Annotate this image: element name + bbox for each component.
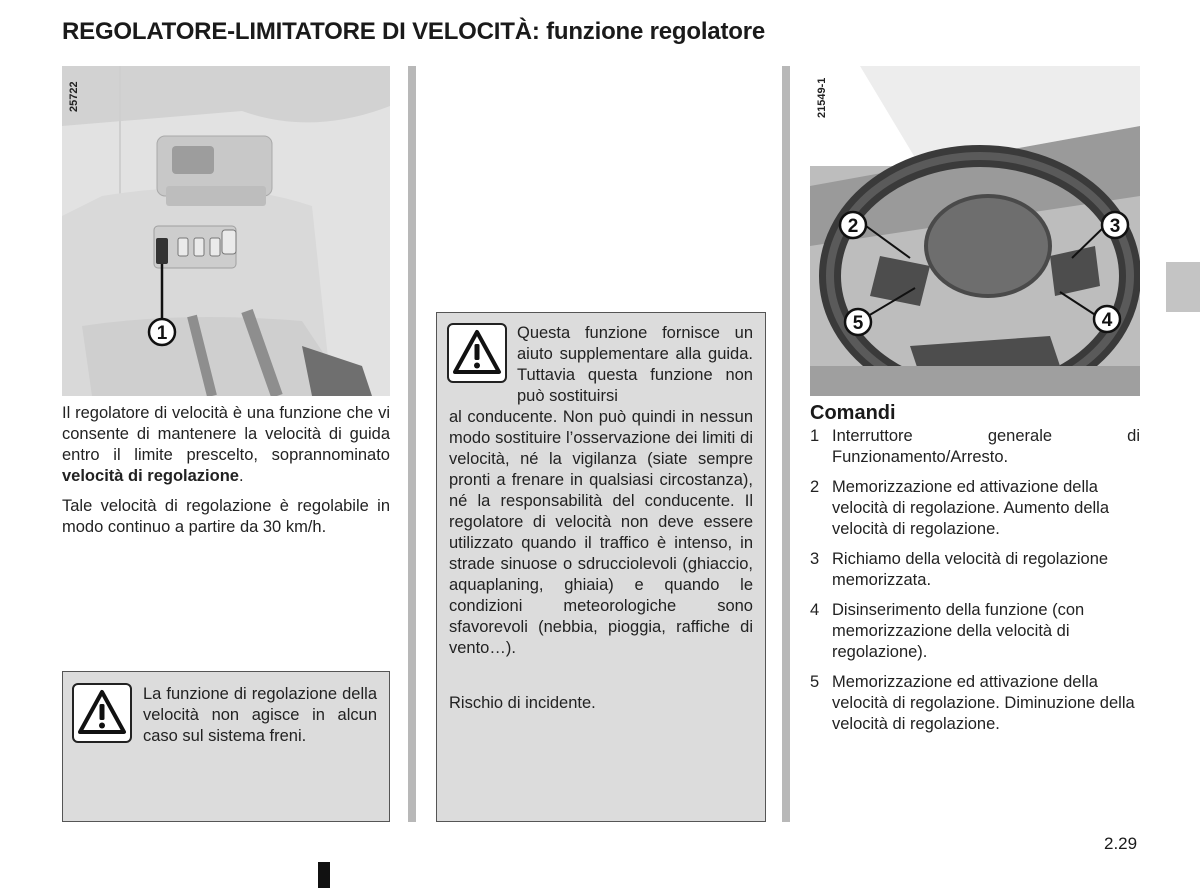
command-number: 1 xyxy=(810,427,820,445)
column-divider xyxy=(782,66,790,822)
callout-5-label: 5 xyxy=(852,313,864,334)
chapter-tab-marker xyxy=(1166,262,1200,312)
command-number: 3 xyxy=(810,550,820,568)
intro-text-bold: velocità di regolazione xyxy=(62,467,239,485)
intro-paragraph xyxy=(62,403,390,487)
intro-text-end: . xyxy=(238,467,244,485)
driving-aid-warning-body: al conducente. Non può quindi in nessun modo sostituire l’osservazione dei limiti di velocità, né la vigilanza (siate sempre pronti a frenare in qualsiasi circostanza), né la responsabilità del conducente. Il regolatore di velocità non deve essere utilizzato quando il traffico è intenso, in strade sinuose o sdrucciolevoli (ghiaccio, aquaplaning, ghiaia) e quando le condizioni meteorologiche sono sfavorevoli (nebbia, pioggia, raffiche di vento…). xyxy=(449,408,753,657)
command-number: 4 xyxy=(810,601,820,619)
speed-paragraph: Tale velocità di regolazione è regolabile in modo continuo a partire da 30 km/h. xyxy=(62,497,390,536)
command-number: 5 xyxy=(810,673,820,691)
command-text: Disinserimento della funzione (con memorizzazione della velocità di regolazione). xyxy=(832,601,1085,661)
warning-triangle-icon xyxy=(449,325,505,381)
column-divider xyxy=(408,66,416,822)
command-text: Memorizzazione ed attivazione della velocità di regolazione. Diminuzione della velocità di regolazione. xyxy=(832,673,1135,733)
callout-1-label: 1 xyxy=(156,323,168,344)
callout-3-label: 3 xyxy=(1109,216,1121,237)
command-item xyxy=(810,600,1140,663)
callout-4-label: 4 xyxy=(1101,310,1113,331)
dashboard-switch-photo xyxy=(62,66,390,396)
steering-wheel-photo xyxy=(810,66,1140,396)
brake-warning-text: La funzione di regolazione della velocità non agisce in alcun caso sul sistema freni. xyxy=(143,685,377,745)
intro-text-start: Il regolatore di velocità è una funzione che vi consente di mantenere la velocità di guida entro il limite prescelto, soprannominato xyxy=(62,404,390,464)
command-item xyxy=(810,477,1140,540)
accident-risk-text: Rischio di incidente. xyxy=(449,694,596,712)
driving-aid-warning-box xyxy=(436,312,766,822)
page-number: 2.29 xyxy=(1104,834,1138,853)
warning-triangle-icon xyxy=(72,683,132,743)
commands-title: Comandi xyxy=(810,402,896,424)
dashboard-illustration xyxy=(62,66,390,396)
command-number: 2 xyxy=(810,478,820,496)
warning-triangle-icon xyxy=(74,685,130,741)
command-item xyxy=(810,426,1140,468)
commands-list xyxy=(810,426,1140,744)
binding-mark xyxy=(318,862,330,888)
warning-triangle-icon xyxy=(447,323,507,383)
intro-text xyxy=(62,403,390,547)
brake-warning-box xyxy=(62,671,390,822)
command-text: Memorizzazione ed attivazione della velocità di regolazione. Aumento della velocità di regolazione. xyxy=(832,478,1110,538)
command-text: Interruttore generale di Funzionamento/Arresto. xyxy=(832,427,1140,466)
command-item xyxy=(810,549,1140,591)
steering-wheel-illustration xyxy=(810,66,1140,396)
command-text: Richiamo della velocità di regolazione memorizzata. xyxy=(832,550,1109,589)
figure-code: 25722 xyxy=(68,81,80,112)
driving-aid-warning-intro: Questa funzione fornisce un aiuto supplementare alla guida. Tuttavia questa funzione non può sostituirsi xyxy=(517,324,753,405)
callout-2-label: 2 xyxy=(847,216,859,237)
page-title: REGOLATORE-LIMITATORE DI VELOCITÀ: funzione regolatore xyxy=(62,18,765,45)
figure-code: 21549-1 xyxy=(816,77,828,118)
command-item xyxy=(810,672,1140,735)
